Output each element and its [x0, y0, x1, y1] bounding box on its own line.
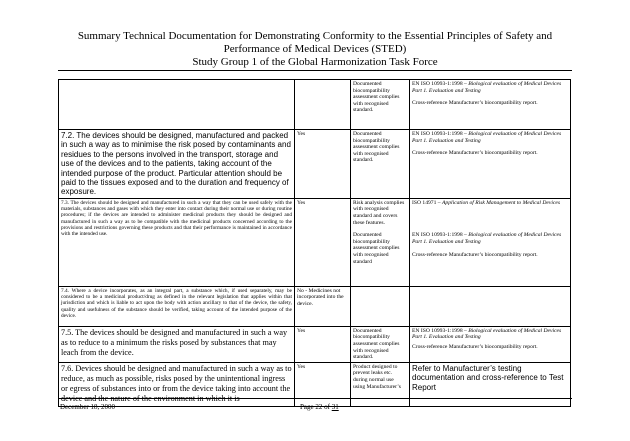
table-row [59, 362, 571, 406]
table-row [59, 130, 571, 199]
principle-cell [59, 80, 295, 130]
page-number: Page 22 of 31 [300, 403, 339, 411]
reference-cell: Refer to Manufacturer’s testing documentation and cross-reference to Test Report [410, 362, 571, 406]
table-row [59, 80, 571, 130]
table-row [59, 326, 571, 362]
cross-reference: Cross-reference Manufacturer’s biocompatibility report. [412, 100, 538, 107]
reference-cell [410, 80, 571, 130]
biocompatibility-method: Documented biocompatibility assessment complies with recognised standard [353, 232, 400, 265]
applicable-cell: Yes [295, 130, 351, 199]
cross-reference: Cross-reference Manufacturer’s biocompatibility report. [412, 150, 538, 157]
header-title-line-1: Summary Technical Documentation for Demonstrating Conformity to the Essential Principles of Safety and [77, 30, 553, 42]
document-header [0, 30, 630, 69]
applicable-cell: Yes [295, 198, 351, 286]
table-row [59, 198, 571, 286]
principle-cell: 7.4. Where a device incorporates, as an integral part, a substance which, if used separately, may be considered to be a medicinal product/drug as defined in the relevant legislation that applies within that jurisdiction and which is liable to act upon the body with action ancillary to that of the device, the safety, quality and usefulness of the substance should be verified, taking account of the intended purpose of the device. [59, 286, 295, 326]
footer-date: December 18, 2000 [60, 403, 116, 411]
risk-analysis-method: Risk analysis complies with recognised standard and covers these features. [353, 199, 405, 226]
footer-divider [58, 398, 572, 399]
principle-cell: 7.6. Devices should be designed and manufactured in such a way as to reduce, as much as possible, risks posed by the unintentional ingress or egress of substances into or from the device taking into account the device and the nature of the environment in which it is [59, 362, 295, 406]
cross-reference: Cross-reference Manufacturer’s biocompatibility report. [412, 344, 538, 351]
cross-reference: Cross-reference Manufacturer’s biocompatibility report. [412, 251, 538, 258]
header-divider [58, 70, 572, 71]
reference-cell [410, 286, 571, 326]
reference-cell [410, 130, 571, 199]
reference-cell [410, 198, 571, 286]
standard-ref: ISO 14971 – Application of Risk Management to Medical Devices [412, 199, 561, 206]
method-cell: Documented biocompatibility assessment complies with recognised standard. [351, 326, 410, 362]
principle-cell: 7.3. The devices should be designed and manufactured in such a way that they can be used safely with the materials, substances and gases with which they enter into contact during their normal use or during routine procedures; if the devices are intended to administer medicinal products they should be designed and manufactured in such a way as to be compatible with the medicinal products concerned according to the provisions and restrictions governing these products and that their performance is maintained in accordance with the intended use. [59, 198, 295, 286]
standard-ref: EN ISO 10993-1:1998 – Biological evaluation of Medical Devices Part 1. Evaluation and Testing [412, 131, 562, 144]
essential-principles-table [58, 79, 571, 407]
reference-cell [410, 326, 571, 362]
header-title-line-3: Study Group 1 of the Global Harmonization Task Force [192, 56, 438, 68]
applicable-cell [295, 80, 351, 130]
standard-ref: EN ISO 10993-1:1998 – Biological evaluation of Medical Devices Part 1. Evaluation and Testing [412, 327, 562, 341]
header-title-line-2: Performance of Medical Devices (STED) [223, 43, 407, 55]
method-cell: Product designed to prevent leaks etc. during normal use using Manufacturer’s [351, 362, 410, 406]
method-cell: Documented biocompatibility assessment complies with recognised standard. [351, 80, 410, 130]
standard-ref: EN ISO 10993-1:1998 – Biological evaluation of Medical Devices Part 1. Evaluation and Testing [412, 81, 562, 94]
principle-cell: 7.5. The devices should be designed and manufactured in such a way as to reduce to a minimum the risks posed by substances that may leach from the device. [59, 326, 295, 362]
standard-ref: EN ISO 10993-1:1998 – Biological evaluation of Medical Devices Part 1. Evaluation and Testing [412, 232, 562, 246]
method-cell [351, 198, 410, 286]
applicable-cell: Yes [295, 326, 351, 362]
method-cell: Documented biocompatibility assessment complies with recognised standard. [351, 130, 410, 199]
method-cell [351, 286, 410, 326]
table-row [59, 286, 571, 326]
applicable-cell: Yes [295, 362, 351, 406]
applicable-cell: No - Medicines not incorporated into the device. [295, 286, 351, 326]
principle-cell: 7.2. The devices should be designed, manufactured and packed in such a way as to minimise the risk posed by contaminants and residues to the persons involved in the transport, storage and use of the devices and to the patients, taking account of the intended purpose of the product. Particular attention should be paid to the tissues exposed and to the duration and frequency of exposure. [59, 130, 295, 199]
